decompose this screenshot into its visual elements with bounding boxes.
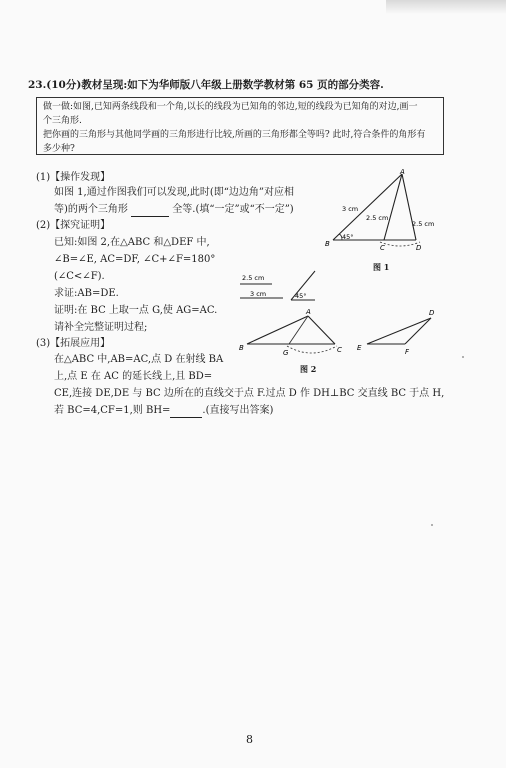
question-number: 23. [28,79,47,91]
textbook-excerpt-box [36,97,444,155]
part3-text: .(直接写出答案) [202,405,274,416]
part1-line [54,203,294,217]
length-2-5cm-AD: 2.5 cm [412,220,435,228]
label-B: B [239,344,244,352]
angle-45: 45° [342,233,354,241]
part3-line: 在△ABC 中,AB=AC,点 D 在射线 BA [54,354,224,365]
answer-blank [131,206,169,217]
part2-line: 已知:如图 2,在△ABC 和△DEF 中, [54,237,210,248]
label-B: B [325,240,330,248]
textbook-line: 多少种? [43,144,75,154]
given-angle: 45° [295,292,307,300]
part2-heading: (2)【探究证明】 [36,220,111,231]
figure2-caption: 图 2 [300,364,317,374]
scan-speck [431,524,433,526]
part2-line: 请补全完整证明过程; [54,322,148,333]
figure1-caption: 图 1 [373,262,390,272]
part3-line: 上,点 E 在 AC 的延长线上,且 BD= [54,371,213,382]
part2-line: 求证:AB=DE. [54,288,119,299]
page-number: 8 [246,733,253,746]
label-F: F [405,348,410,356]
part2-line: 证明:在 BC 上取一点 G,使 AG=AC. [54,305,218,316]
length-2-5cm-AC: 2.5 cm [366,214,389,222]
question-heading [28,78,488,92]
part1-heading: (1)【操作发现】 [36,172,111,183]
segment-AC [308,316,335,344]
segment-AD [402,174,416,240]
question-score: (10分) [46,79,82,91]
part3-heading: (3)【拓展应用】 [36,338,111,349]
textbook-line: 把你画的三角形与其他同学画的三角形进行比较,所画的三角形都全等吗? 此时,符合条件的角形有 [43,130,426,140]
textbook-line: 个三角形. [43,116,82,126]
length-3cm: 3 cm [342,205,359,213]
scan-speck [462,356,464,358]
label-C: C [337,346,342,354]
label-D: D [416,244,422,252]
label-E: E [357,344,362,352]
scan-shadow [386,0,506,14]
label-D: D [429,309,435,317]
given-length-long: 3 cm [250,290,267,298]
segment-FD [405,318,431,344]
figure1-diagram [320,168,450,258]
arc-GC [287,346,337,353]
segment-AC [384,174,402,240]
figure2-diagram [235,268,450,368]
part3-text: 若 BC=4,CF=1,则 BH= [54,405,171,416]
part3-line [54,404,273,418]
part2-line: ∠B=∠E, AC=DF, ∠C+∠F=180° [54,254,216,265]
part2-line: (∠C<∠F). [54,271,105,282]
label-A: A [400,168,405,176]
label-A: A [306,308,311,316]
part1-line: 如图 1,通过作图我们可以发现,此时(即“边边角”对应相 [54,187,295,198]
label-G: G [283,349,289,357]
textbook-line: 做一做:如图,已知两条线段和一个角,以长的线段为已知角的邻边,短的线段为已知角的对边,画一 [43,102,418,112]
part1-text: 全等.(填“一定”或“不一定”) [172,204,294,215]
part1-text: 等)的两个三角形 [54,204,128,215]
answer-blank [170,407,202,418]
question-intro: 教材呈现:如下为华师版八年级上册数学教材第 65 页的部分类容. [81,79,384,91]
given-length-short: 2.5 cm [242,274,265,282]
part3-line: CE,连接 DE,DE 与 BC 边所在的直线交于点 F.过点 D 作 DH⊥BC 交直线 BC 于点 H, [54,388,445,399]
label-C: C [380,244,385,252]
arc-CD [380,242,420,246]
segment-ED [367,318,431,344]
